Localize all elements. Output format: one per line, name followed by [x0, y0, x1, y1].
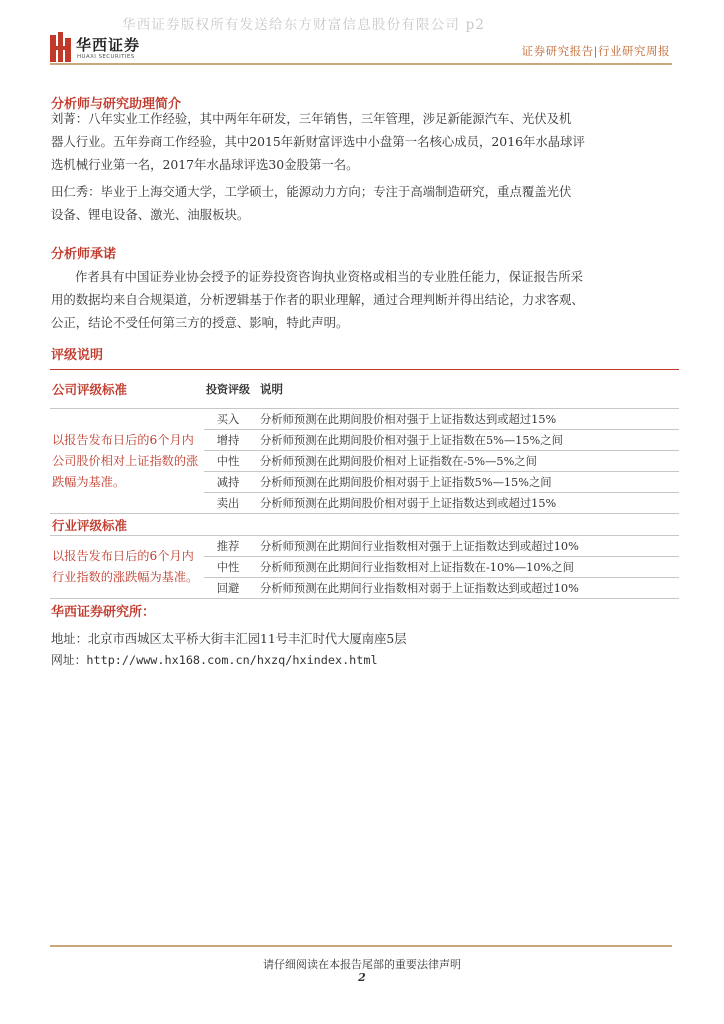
rating-description: 分析师预测在此期间股价相对上证指数在-5%—5%之间 — [252, 451, 679, 472]
analyst-bio-tianrenxiu: 田仁秀：毕业于上海交通大学，工学硕士，能源动力方向；专注于高端制造研究，重点覆盖光伏 设备、锂电设备、激光、油服板块。 — [51, 184, 572, 222]
rating-value: 中性 — [204, 451, 252, 472]
company-rating-header: 公司评级标准 — [50, 370, 204, 409]
rating-table-header-row — [50, 370, 679, 409]
institute-website[interactable]: 网址：http://www.hx168.com.cn/hxzq/hxindex.html — [51, 653, 378, 667]
analyst-commitment-text: 作者具有中国证券业协会授予的证券投资咨询执业资格或相当的专业胜任能力，保证报告所采 用的数据均来自合规渠道，分析逻辑基于作者的职业理解，通过合理判断并得出结论，力求客观、 公正，结论不受任何第三方的授意、影响，特此声明。 — [51, 269, 584, 330]
industry-rating-basis: 以报告发布日后的6个月内行业指数的涨跌幅为基准。 — [50, 536, 204, 599]
rating-value: 中性 — [204, 557, 252, 578]
header-divider — [50, 63, 672, 65]
analyst-bio-liujing: 刘菁：八年实业工作经验，其中两年年研发，三年销售，三年管理，涉足新能源汽车、光伏及机 器人行业。五年券商工作经验，其中2015年新财富评选中小盘第一名核心成员，2016年水晶球评 选机械行业第一名，2017年水晶球评选30金股第一名。 — [51, 111, 585, 172]
institute-heading: 华西证券研究所： — [51, 605, 156, 620]
logo — [50, 32, 170, 64]
doc-type-label: 证券研究报告|行业研究周报 — [521, 44, 670, 58]
rating-section-heading: 评级说明 — [51, 348, 104, 363]
investment-rating-header: 投资评级 — [204, 370, 252, 409]
footer-divider — [50, 945, 672, 947]
industry-rating-header-row — [50, 514, 679, 536]
rating-description: 分析师预测在此期间股价相对强于上证指数达到或超过15% — [252, 409, 679, 430]
rating-value: 买入 — [204, 409, 252, 430]
analyst-intro-heading: 分析师与研究助理简介 — [51, 97, 182, 112]
rating-value: 减持 — [204, 472, 252, 493]
logo-text: 华西证券 — [76, 36, 141, 54]
company-rating-basis: 以报告发布日后的6个月内公司股价相对上证指数的涨跌幅为基准。 — [50, 409, 204, 514]
rating-value: 增持 — [204, 430, 252, 451]
footer-disclaimer: 请仔细阅读在本报告尾部的重要法律声明 — [263, 958, 461, 971]
description-header: 说明 — [252, 370, 679, 409]
page-number: 2 — [358, 971, 366, 984]
table-row — [50, 536, 679, 557]
table-row — [50, 409, 679, 430]
rating-table — [50, 369, 679, 599]
rating-description: 分析师预测在此期间股价相对弱于上证指数5%—15%之间 — [252, 472, 679, 493]
rating-description: 分析师预测在此期间股价相对弱于上证指数达到或超过15% — [252, 493, 679, 514]
rating-value: 回避 — [204, 578, 252, 599]
rating-value: 卖出 — [204, 493, 252, 514]
watermark: 华西证券版权所有发送给东方财富信息股份有限公司 p2 — [122, 17, 486, 33]
rating-value: 推荐 — [204, 536, 252, 557]
rating-description: 分析师预测在此期间行业指数相对弱于上证指数达到或超过10% — [252, 578, 679, 599]
logo-subtext: HUAXI SECURITIES — [77, 54, 135, 60]
huaxi-logo-icon — [50, 32, 72, 62]
institute-address: 地址：北京市西城区太平桥大街丰汇园11号丰汇时代大厦南座5层 — [51, 632, 407, 646]
industry-rating-header: 行业评级标准 — [50, 514, 204, 536]
rating-description: 分析师预测在此期间行业指数相对强于上证指数达到或超过10% — [252, 536, 679, 557]
analyst-commitment-heading: 分析师承诺 — [51, 247, 117, 262]
rating-description: 分析师预测在此期间行业指数相对上证指数在-10%—10%之间 — [252, 557, 679, 578]
rating-description: 分析师预测在此期间股价相对强于上证指数在5%—15%之间 — [252, 430, 679, 451]
